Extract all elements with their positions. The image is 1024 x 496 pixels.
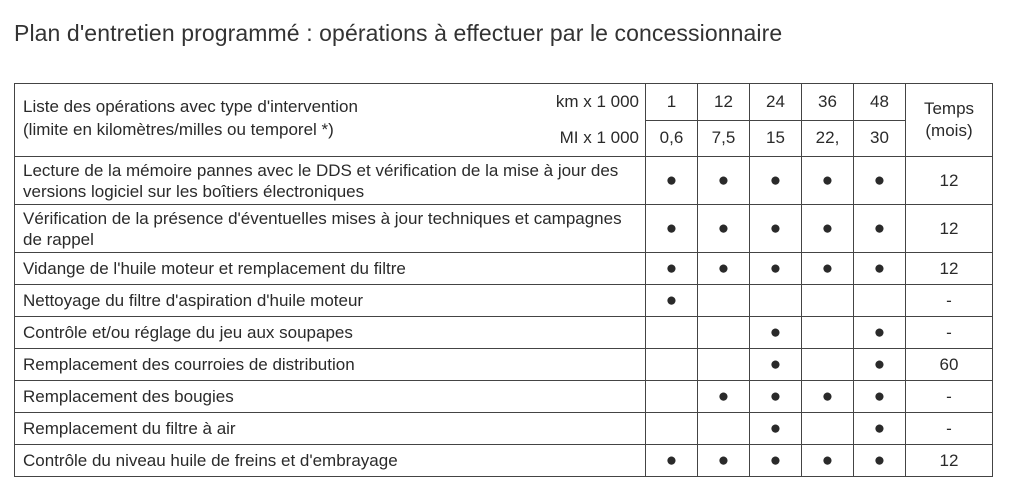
temps-value: 12 [906,205,993,253]
operation-label: Vidange de l'huile moteur et remplacement du filtre [15,253,646,285]
interval-dot: ● [802,253,854,285]
temps-value: - [906,413,993,445]
interval-dot: ● [750,349,802,381]
km-value: 36 [802,84,854,121]
temps-value: 12 [906,157,993,205]
mi-value: 15 [750,120,802,157]
operation-label: Contrôle du niveau huile de freins et d'embrayage [15,445,646,477]
interval-empty [802,285,854,317]
operation-label: Remplacement des bougies [15,381,646,413]
interval-dot: ● [750,317,802,349]
interval-empty [750,285,802,317]
header-description-cell [15,84,646,157]
table-row [15,157,993,205]
interval-empty [802,413,854,445]
mi-value: 0,6 [646,120,698,157]
interval-dot: ● [854,413,906,445]
interval-dot: ● [750,381,802,413]
interval-empty [698,413,750,445]
interval-empty [646,317,698,349]
table-row [15,349,993,381]
interval-dot: ● [802,381,854,413]
interval-dot: ● [750,253,802,285]
interval-dot: ● [646,445,698,477]
temps-header-line2: (mois) [925,121,973,140]
operation-label: Remplacement du filtre à air [15,413,646,445]
interval-dot: ● [646,285,698,317]
mi-value: 22, [802,120,854,157]
temps-value: 60 [906,349,993,381]
interval-dot: ● [698,445,750,477]
table-row [15,381,993,413]
temps-value: 12 [906,253,993,285]
table-body [15,84,993,477]
interval-dot: ● [646,253,698,285]
interval-dot: ● [698,205,750,253]
km-value: 48 [854,84,906,121]
mi-label: MI x 1 000 [559,128,639,147]
temps-header-line1: Temps [923,99,975,118]
operation-label: Lecture de la mémoire pannes avec le DDS et vérification de la mise à jour des versions logiciel sur les boîtiers électroniques [15,157,646,205]
km-value: 1 [646,84,698,121]
interval-empty [698,317,750,349]
interval-dot: ● [698,253,750,285]
km-label: km x 1 000 [555,92,639,111]
temps-value: - [906,317,993,349]
table-row [15,253,993,285]
interval-dot: ● [854,253,906,285]
temps-header [906,84,993,157]
interval-dot: ● [854,157,906,205]
temps-value: - [906,285,993,317]
interval-dot: ● [854,349,906,381]
operation-label: Contrôle et/ou réglage du jeu aux soupapes [15,317,646,349]
table-row [15,317,993,349]
header-description [23,95,358,141]
interval-dot: ● [698,381,750,413]
mi-value: 7,5 [698,120,750,157]
interval-empty [646,413,698,445]
operation-label: Remplacement des courroies de distribution [15,349,646,381]
page-title: Plan d'entretien programmé : opérations à effectuer par le concessionnaire [14,20,783,46]
header-description-line2: (limite en kilomètres/milles ou temporel *) [23,120,334,139]
interval-dot: ● [854,445,906,477]
interval-dot: ● [854,317,906,349]
interval-dot: ● [646,157,698,205]
interval-empty [802,349,854,381]
interval-dot: ● [802,445,854,477]
interval-dot: ● [802,157,854,205]
maintenance-table [14,83,993,477]
interval-empty [646,381,698,413]
interval-dot: ● [750,157,802,205]
table-row [15,285,993,317]
interval-empty [802,317,854,349]
temps-value: - [906,381,993,413]
interval-dot: ● [854,381,906,413]
interval-empty [698,349,750,381]
interval-dot: ● [802,205,854,253]
interval-empty [698,285,750,317]
interval-dot: ● [698,157,750,205]
km-value: 24 [750,84,802,121]
header-description-line1: Liste des opérations avec type d'intervention [23,97,358,116]
interval-dot: ● [854,205,906,253]
table-row [15,205,993,253]
interval-dot: ● [750,413,802,445]
interval-dot: ● [750,445,802,477]
km-value: 12 [698,84,750,121]
mi-value: 30 [854,120,906,157]
operation-label: Nettoyage du filtre d'aspiration d'huile moteur [15,285,646,317]
operation-label: Vérification de la présence d'éventuelles mises à jour techniques et campagnes de rappel [15,205,646,253]
temps-value: 12 [906,445,993,477]
interval-dot: ● [646,205,698,253]
table-row [15,445,993,477]
interval-dot: ● [750,205,802,253]
table-row [15,413,993,445]
header-row-km [15,84,993,121]
interval-empty [854,285,906,317]
interval-empty [646,349,698,381]
